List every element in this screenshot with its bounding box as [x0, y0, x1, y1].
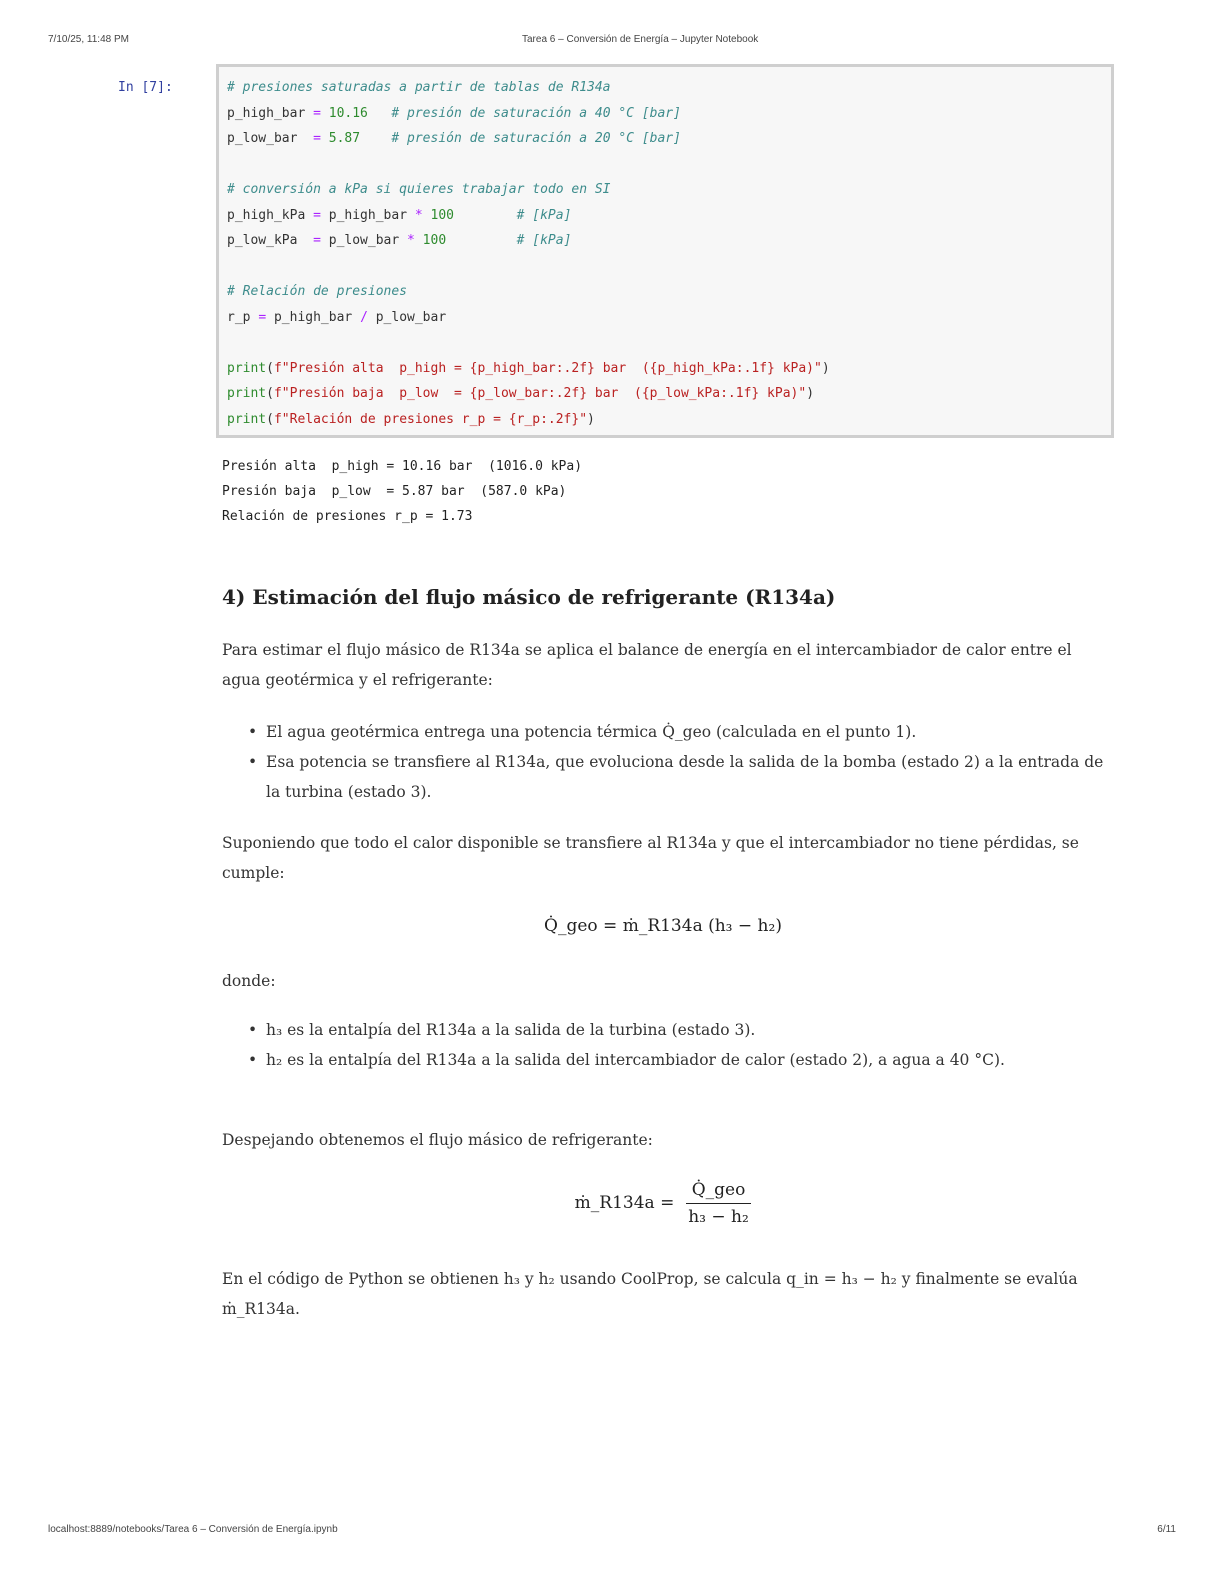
- output-line: Presión alta p_high = 10.16 bar (1016.0 kPa): [222, 459, 583, 474]
- code-token: # Relación de presiones: [227, 284, 408, 299]
- code-line: [227, 152, 1103, 178]
- code-token: ): [806, 386, 815, 401]
- cell-prompt: In [7]:: [118, 80, 173, 95]
- despeje-paragraph: Despejando obtenemos el flujo másico de refrigerante:: [222, 1131, 653, 1149]
- code-line: [227, 203, 1103, 229]
- donde-label: donde:: [222, 972, 276, 990]
- code-token: =: [313, 207, 321, 223]
- code-token: 5.87: [328, 131, 361, 146]
- code-token: # [kPa]: [516, 207, 572, 223]
- code-token: [446, 233, 516, 248]
- code-token: f"Presión alta p_high = {p_high_bar:.2f} bar ({p_high_kPa:.1f} kPa)": [273, 360, 822, 376]
- code-token: r_p: [227, 309, 259, 325]
- section-heading: 4) Estimación del flujo másico de refrigerante (R134a): [222, 585, 836, 609]
- code-line: [227, 101, 1103, 127]
- code-token: (: [266, 411, 274, 427]
- print-header: [48, 34, 1176, 48]
- code-token: (: [266, 386, 274, 401]
- code-token: p_high_bar: [320, 207, 415, 223]
- fraction-denominator: h₃ − h₂: [688, 1207, 749, 1227]
- code-token: [321, 131, 329, 146]
- code-line: [227, 126, 1103, 152]
- print-date: 7/10/25, 11:48 PM: [48, 34, 129, 45]
- code-token: [454, 208, 517, 223]
- closing-paragraph: En el código de Python se obtienen h₃ y h₂ usando CoolProp, se calcula q_in = h₃ − h₂ y finalmente se evalúa ṁ_R134a.: [222, 1270, 1078, 1318]
- code-token: f"Relación de presiones r_p = {r_p:.2f}": [273, 411, 588, 427]
- code-token: p_high_bar: [227, 105, 314, 121]
- code-token: (: [266, 360, 274, 376]
- code-token: 100: [430, 207, 454, 223]
- code-token: # presiones saturadas a partir de tablas de R134a: [227, 80, 611, 95]
- code-token: print: [227, 360, 267, 376]
- code-token: /: [360, 309, 368, 325]
- code-token: # conversión a kPa si quieres trabajar todo en SI: [227, 182, 611, 197]
- intro-paragraph: Para estimar el flujo másico de R134a se aplica el balance de energía en el intercambiador de calor entre el agua geotérmica y el refrigerante:: [222, 641, 1072, 689]
- code-token: =: [258, 309, 267, 325]
- code-token: *: [407, 233, 415, 248]
- code-token: [423, 208, 431, 223]
- energy-bullet-list: [222, 717, 1104, 807]
- code-line: [227, 330, 1103, 356]
- code-token: ): [821, 360, 830, 376]
- code-token: print: [227, 411, 267, 427]
- code-token: # presión de saturación a 20 °C [bar]: [391, 131, 681, 146]
- assumption-paragraph: Suponiendo que todo el calor disponible se transfiere al R134a y que el intercambiador no tiene pérdidas, se cumple:: [222, 834, 1079, 882]
- fraction-numerator: Q̇_geo: [686, 1180, 752, 1204]
- code-line: [227, 305, 1103, 331]
- code-token: 100: [422, 233, 447, 248]
- code-token: 10.16: [328, 105, 368, 121]
- mass-flow-equation: [222, 1180, 1104, 1227]
- code-token: f"Presión baja p_low = {p_low_bar:.2f} bar ({p_low_kPa:.1f} kPa)": [273, 386, 807, 401]
- code-line: [227, 381, 1103, 407]
- code-token: =: [313, 105, 321, 121]
- code-token: [368, 106, 391, 121]
- code-token: p_low_bar: [320, 233, 408, 248]
- code-token: p_high_bar: [266, 309, 361, 325]
- equation-lhs: ṁ_R134a =: [574, 1193, 675, 1213]
- code-token: p_low_bar: [367, 309, 447, 325]
- code-token: print: [227, 386, 267, 401]
- list-item: • El agua geotérmica entrega una potencia térmica Q̇_geo (calculada en el punto 1).: [266, 717, 1104, 747]
- code-line: [227, 279, 1103, 305]
- code-token: [360, 131, 391, 146]
- list-item: • h₂ es la entalpía del R134a a la salida del intercambiador de calor (estado 2), a agua a 40 °C).: [266, 1045, 1104, 1075]
- code-token: p_low_bar: [227, 131, 314, 146]
- enthalpy-bullet-list: [222, 1015, 1104, 1075]
- code-line: [227, 75, 1103, 101]
- list-item: • Esa potencia se transfiere al R134a, que evoluciona desde la salida de la bomba (estado 2) a la entrada de la turbina (estado 3).: [266, 747, 1104, 807]
- code-token: [321, 106, 329, 121]
- code-token: p_low_kPa: [227, 233, 314, 248]
- code-token: [415, 233, 423, 248]
- equation-fraction: [686, 1180, 752, 1227]
- code-token: ): [587, 411, 595, 427]
- code-token: *: [414, 207, 423, 223]
- code-cell[interactable]: [216, 64, 1114, 438]
- code-line: [227, 254, 1103, 280]
- code-token: # [kPa]: [516, 233, 572, 248]
- print-title: Tarea 6 – Conversión de Energía – Jupyter Notebook: [522, 34, 759, 45]
- code-line: [227, 228, 1103, 254]
- code-line: [227, 177, 1103, 203]
- code-token: =: [313, 131, 321, 146]
- page-number: 6/11: [1157, 1524, 1176, 1535]
- output-line: Relación de presiones r_p = 1.73: [222, 509, 473, 524]
- energy-balance-equation: Q̇_geo = ṁ_R134a (h₃ − h₂): [544, 916, 782, 936]
- code-token: # presión de saturación a 40 °C [bar]: [391, 105, 681, 121]
- cell-output: [222, 454, 1102, 529]
- output-line: Presión baja p_low = 5.87 bar (587.0 kPa): [222, 484, 567, 499]
- print-footer: [48, 1524, 1176, 1538]
- code-token: =: [313, 233, 321, 248]
- code-token: p_high_kPa: [227, 207, 314, 223]
- code-line: [227, 407, 1103, 433]
- list-item: • h₃ es la entalpía del R134a a la salida de la turbina (estado 3).: [266, 1015, 1104, 1045]
- code-line: [227, 356, 1103, 382]
- print-url: localhost:8889/notebooks/Tarea 6 – Conversión de Energía.ipynb: [48, 1524, 338, 1535]
